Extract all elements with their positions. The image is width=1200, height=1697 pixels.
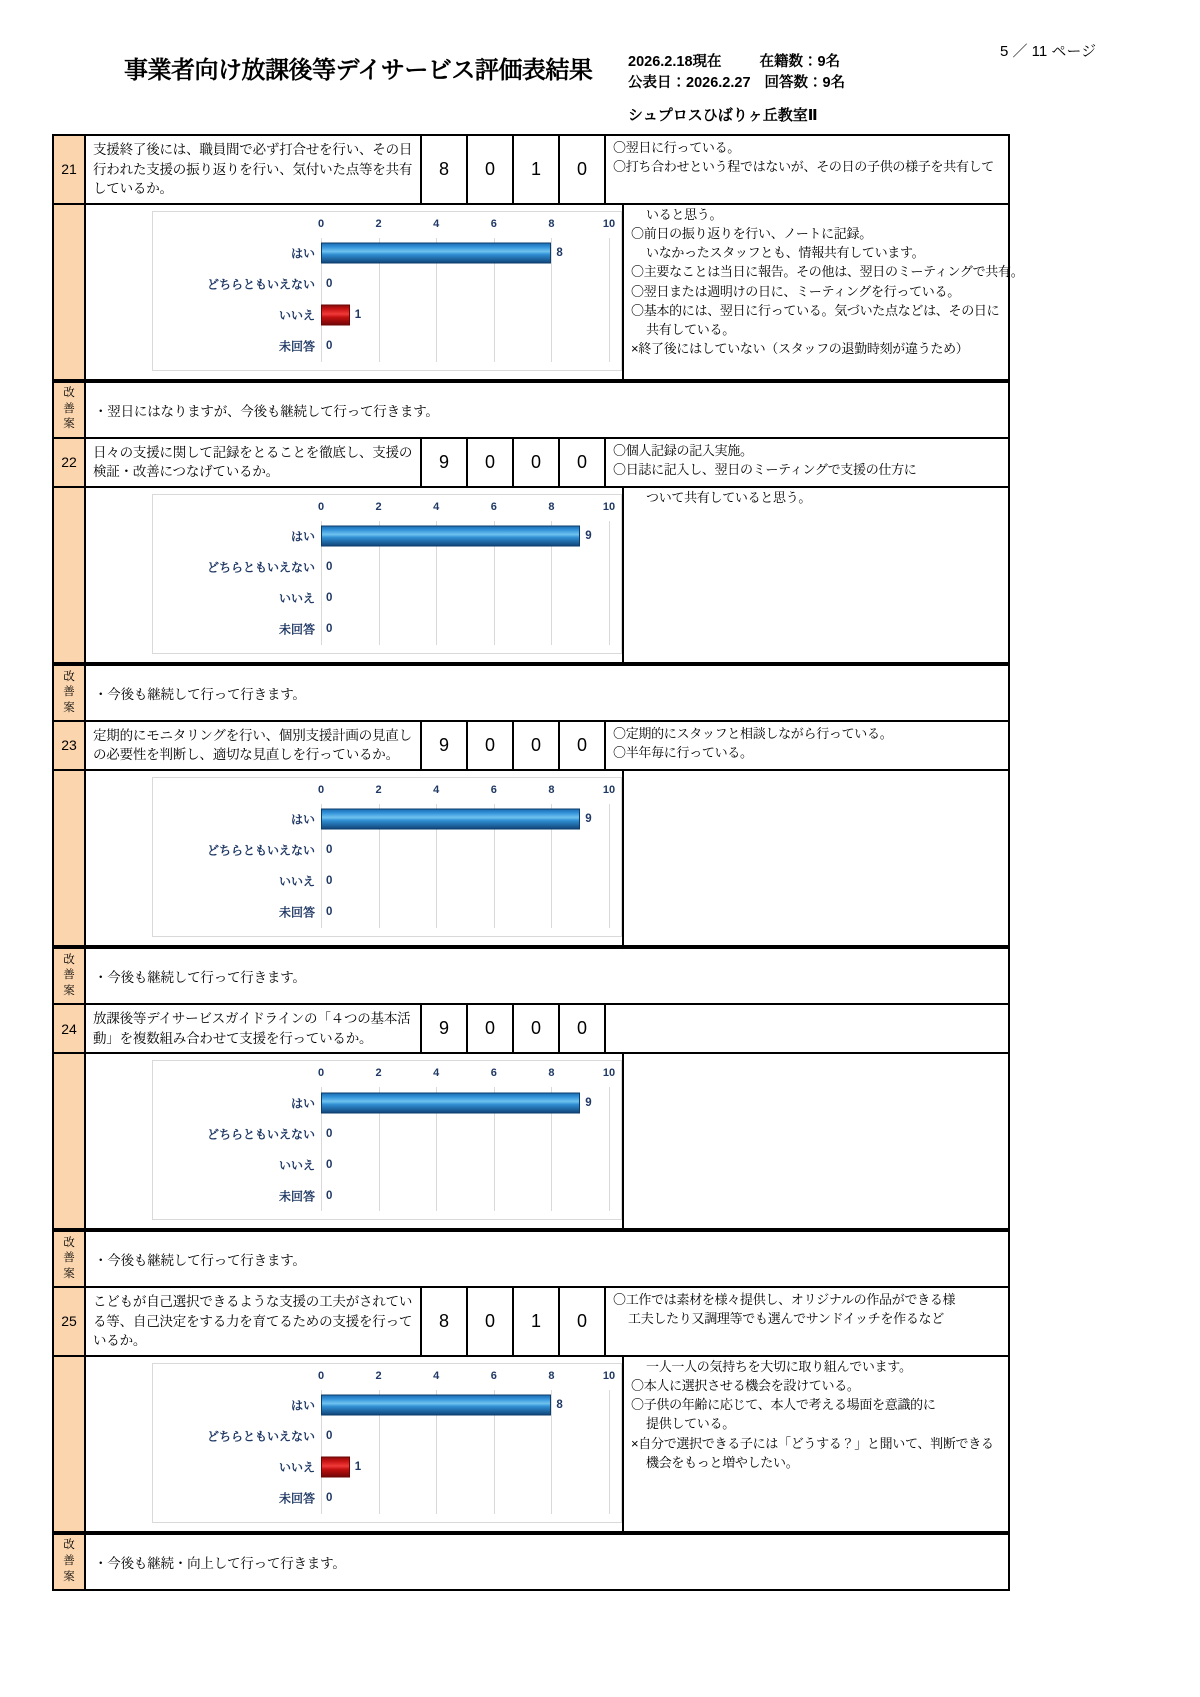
chart-category-row: [206, 269, 609, 300]
improvement-label-char: 善: [63, 969, 75, 982]
improvement-text: ・今後も継続・向上して行って行きます。: [94, 1555, 346, 1571]
chart-bar-value: 0: [326, 906, 333, 919]
improvement-text: ・翌日にはなりますが、今後も継続して行って行きます。: [94, 403, 439, 419]
chart-bar-value: 0: [326, 1430, 333, 1443]
question-number: 25: [54, 1288, 86, 1355]
chart-plot-area: [206, 217, 616, 362]
page-number: 5 ／ 11 ページ: [1000, 43, 1097, 60]
chart-bar: [321, 526, 580, 547]
chart-plot-area: [206, 783, 616, 928]
chart-plot-area: [206, 1067, 616, 1211]
chart-xtick-label: 0: [317, 217, 325, 230]
chart-category-row: [290, 1390, 609, 1421]
question-counts: [422, 439, 606, 486]
count-cell: 0: [468, 1288, 514, 1355]
chart-bar: [321, 305, 350, 326]
chart-bar-value: 0: [326, 623, 333, 636]
chart-category-label: 未回答: [278, 339, 315, 354]
comment-line: 〇翌日または週明けの日に、ミーティングを行っている。: [631, 283, 960, 299]
chart-xtick-label: 2: [375, 1067, 382, 1080]
chart-xtick-label: 2: [375, 1369, 382, 1382]
chart-category-row: [206, 1421, 609, 1452]
chart-category-row: [290, 804, 609, 835]
chart-category-label: 未回答: [278, 1491, 315, 1506]
chart-xtick-label: 10: [602, 783, 616, 796]
comment-cell-top: [606, 1005, 1008, 1052]
chart-category-label: どちらともいえない: [206, 1127, 315, 1142]
comment-line: 工夫したり又調理等でも選んでサンドイッチを作るなど: [628, 1311, 944, 1327]
chart-category-label: いいえ: [278, 308, 315, 323]
chart-xtick-label: 10: [602, 217, 616, 230]
chart-bar-value: 0: [326, 844, 333, 857]
chart-bar-value: 8: [556, 1399, 563, 1412]
chart-xtick-label: 6: [490, 1067, 497, 1080]
chart-xtick-label: 10: [602, 1067, 616, 1080]
chart-xtick-label: 4: [433, 217, 440, 230]
chart-category-label: はい: [290, 1398, 315, 1413]
question-text: 日々の支援に関して記録をとることを徹底し、支援の検証・改善につなげているか。: [86, 439, 422, 486]
question-text: 放課後等デイサービスガイドラインの「４つの基本活動」を複数組み合わせて支援を行っているか。: [86, 1005, 422, 1052]
chart-xtick-label: 8: [548, 783, 555, 796]
question-header-row: [54, 136, 1008, 205]
chart-cell: [86, 488, 624, 662]
comment-line: 〇本人に選択させる機会を設けている。: [631, 1377, 860, 1393]
chart-category-label: 未回答: [278, 905, 315, 920]
improvement-label-char: 改: [63, 387, 75, 400]
comment-line: 一人一人の気持ちを大切に取り組んでいます。: [646, 1358, 912, 1374]
chart-bar: [321, 243, 551, 264]
chart-category-row: [278, 1452, 609, 1483]
improvement-text: ・今後も継続して行って行きます。: [94, 969, 306, 985]
chart-category-row: [278, 1180, 609, 1211]
chart-xtick-label: 8: [548, 1369, 555, 1382]
meta-line-1: [628, 52, 845, 73]
question-header-row: [54, 1005, 1008, 1054]
comment-line: 〇打ち合わせという程ではないが、その日の子供の様子を共有して: [613, 159, 995, 175]
improvement-row: [54, 1533, 1008, 1591]
chart-xtick-label: 10: [602, 500, 616, 513]
improvement-label-char: 善: [63, 1252, 75, 1265]
count-cell: 0: [560, 439, 606, 486]
chart-category-label: どちらともいえない: [206, 277, 315, 292]
chart-bar: [321, 1395, 551, 1416]
count-cell: 0: [560, 136, 606, 203]
chart-cell: [86, 205, 624, 379]
comment-line: 提供している。: [646, 1416, 735, 1432]
count-cell: 8: [422, 1288, 468, 1355]
chart-xtick-label: 6: [490, 1369, 497, 1382]
chart-xtick-label: 4: [433, 1067, 440, 1080]
comment-line: 〇工作では素材を様々提供し、オリジナルの作品ができる様: [613, 1292, 956, 1308]
chart-cell: [86, 1357, 624, 1531]
improvement-label: [54, 666, 86, 720]
question-text: こどもが自己選択できるような支援の工夫がされている等、自己決定をする力を育てるための支援を行っているか。: [86, 1288, 422, 1355]
question-chart-row: [54, 205, 1024, 379]
comment-cell-top: [606, 439, 1008, 486]
chart-bar-value: 1: [354, 309, 362, 322]
chart-bar-value: 0: [326, 561, 333, 574]
question-chart-row: [54, 771, 1008, 945]
chart-category-row: [278, 1149, 609, 1180]
question-block: [54, 1005, 1008, 1230]
chart-xtick-label: 0: [317, 1067, 325, 1080]
comment-cell-top: [606, 722, 1008, 769]
question-chart-row: [54, 488, 1008, 662]
question-block: [54, 136, 1024, 381]
count-cell: 1: [514, 1288, 560, 1355]
chart-bar-value: 9: [585, 530, 592, 543]
chart-cell: [86, 771, 624, 945]
count-cell: 0: [514, 722, 560, 769]
improvement-label-char: 改: [63, 953, 75, 966]
evaluation-table: [52, 134, 1024, 1591]
comment-line: 〇前日の振り返りを行い、ノートに記録。: [631, 225, 872, 241]
chart-gridline: [609, 521, 610, 645]
question-counts: [422, 136, 606, 203]
comment-line: ついて共有していると思う。: [646, 489, 812, 505]
chart-cell: [86, 1054, 624, 1228]
improvement-row: [54, 947, 1008, 1005]
comment-cell-continued: [624, 1054, 1026, 1228]
question-text: 定期的にモニタリングを行い、個別支援計画の見直しの必要性を判断し、適切な見直しを行っているか。: [86, 722, 422, 769]
question-block: [54, 1288, 1008, 1533]
comment-line: 機会をもっと増やしたい。: [646, 1454, 799, 1470]
chart-xtick-label: 10: [602, 1369, 616, 1382]
chart-category-label: どちらともいえない: [206, 560, 315, 575]
chart-category-label: はい: [290, 1096, 315, 1111]
chart-xtick-label: 4: [433, 1369, 440, 1382]
count-cell: 8: [422, 136, 468, 203]
chart-category-row: [290, 1087, 609, 1118]
chart-bar-value: 9: [585, 813, 592, 826]
chart-xtick-label: 2: [375, 500, 382, 513]
count-cell: 0: [560, 722, 606, 769]
response-bar-chart: [152, 211, 622, 371]
published-date: 公表日：2026.2.27: [628, 75, 751, 92]
chart-category-row: [278, 583, 609, 614]
comment-cell-continued: [624, 1357, 1026, 1531]
chart-bar-value: 0: [326, 340, 333, 353]
improvement-label-char: 改: [63, 670, 75, 683]
question-block: [54, 722, 1008, 947]
chart-bar: [321, 1457, 350, 1478]
question-number: 21: [54, 136, 86, 203]
improvement-text: ・今後も継続して行って行きます。: [94, 1253, 306, 1269]
page-title: 事業者向け放課後等デイサービス評価表結果: [124, 57, 593, 84]
chart-category-row: [206, 1118, 609, 1149]
comment-line: ×終了後にはしていない（スタッフの退勤時刻が違うため）: [631, 341, 969, 357]
comment-cell-continued: [624, 771, 1026, 945]
page-header: [0, 0, 1200, 124]
chart-bar-value: 9: [585, 1096, 592, 1109]
chart-xtick-label: 4: [433, 783, 440, 796]
chart-bar-value: 0: [326, 1492, 333, 1505]
comment-line: 〇定期的にスタッフと相談しながら行っている。: [613, 725, 893, 741]
chart-category-row: [278, 866, 609, 897]
question-number: 24: [54, 1005, 86, 1052]
chart-xtick-label: 0: [317, 1369, 325, 1382]
chart-category-label: はい: [290, 529, 315, 544]
comment-cell-top: [606, 136, 1008, 203]
count-cell: 0: [514, 1005, 560, 1052]
chart-category-row: [206, 835, 609, 866]
improvement-label: [54, 1232, 86, 1286]
row-gutter: [54, 488, 86, 662]
improvement-row: [54, 381, 1008, 439]
count-cell: 0: [468, 1005, 514, 1052]
comment-line: 共有している。: [646, 322, 735, 338]
improvement-label-char: 改: [63, 1236, 75, 1249]
facility-name: シュプロスひばりヶ丘教室Ⅱ: [628, 107, 818, 124]
count-cell: 0: [514, 439, 560, 486]
question-chart-row: [54, 1357, 1008, 1531]
chart-category-label: 未回答: [278, 622, 315, 637]
chart-plot-area: [206, 1369, 616, 1514]
improvement-label-char: 案: [63, 701, 75, 714]
improvement-label-char: 善: [63, 402, 75, 415]
comment-line: 〇個人記録の記入実施。: [613, 442, 753, 458]
chart-xtick-label: 4: [433, 500, 440, 513]
chart-category-label: どちらともいえない: [206, 843, 315, 858]
chart-category-label: いいえ: [278, 591, 315, 606]
chart-bar-value: 8: [556, 247, 563, 260]
comment-cell-top: [606, 1288, 1008, 1355]
question-chart-row: [54, 1054, 1008, 1228]
chart-bar: [321, 809, 580, 830]
improvement-label-char: 案: [63, 1570, 75, 1583]
chart-category-row: [278, 897, 609, 928]
question-header-row: [54, 1288, 1008, 1357]
comment-cell-continued: [624, 205, 1026, 379]
count-cell: 0: [468, 136, 514, 203]
comment-line: いなかったスタッフとも、情報共有しています。: [646, 245, 925, 261]
survey-meta: [628, 52, 845, 94]
row-gutter: [54, 1054, 86, 1228]
comment-line: 〇子供の年齢に応じて、本人で考える場面を意識的に: [631, 1397, 936, 1413]
comment-line: 〇基本的には、翌日に行っている。気づいた点などは、その日に: [631, 302, 1000, 318]
chart-xtick-label: 8: [548, 1067, 555, 1080]
chart-xtick-label: 0: [317, 783, 325, 796]
chart-xtick-label: 8: [548, 500, 555, 513]
question-counts: [422, 1005, 606, 1052]
chart-category-row: [278, 614, 609, 645]
row-gutter: [54, 771, 86, 945]
comment-line: 〇日誌に記入し、翌日のミーティングで支援の仕方に: [613, 461, 917, 477]
question-counts: [422, 722, 606, 769]
chart-xtick-label: 2: [375, 783, 382, 796]
response-count: 回答数：9名: [764, 75, 846, 92]
response-bar-chart: [152, 494, 622, 654]
response-bar-chart: [152, 1363, 622, 1523]
chart-category-label: いいえ: [278, 874, 315, 889]
chart-category-label: 未回答: [278, 1189, 315, 1204]
count-cell: 1: [514, 136, 560, 203]
chart-category-row: [278, 300, 609, 331]
row-gutter: [54, 205, 86, 379]
improvement-row: [54, 1230, 1008, 1288]
chart-xtick-label: 8: [548, 217, 555, 230]
chart-category-row: [206, 552, 609, 583]
question-text: 支援終了後には、職員間で必ず打合せを行い、その日行われた支援の振り返りを行い、気付いた点等を共有しているか。: [86, 136, 422, 203]
chart-bar-value: 0: [326, 1158, 333, 1171]
count-cell: 0: [468, 722, 514, 769]
count-cell: 0: [560, 1288, 606, 1355]
chart-bar-value: 1: [354, 1461, 362, 1474]
comment-line: いると思う。: [646, 206, 723, 222]
improvement-label: [54, 949, 86, 1003]
comment-line: 〇主要なことは当日に報告。その他は、翌日のミーティングで共有。: [631, 264, 1024, 280]
chart-category-row: [290, 238, 609, 269]
count-cell: 9: [422, 722, 468, 769]
improvement-text: ・今後も継続して行って行きます。: [94, 686, 306, 702]
chart-bar-value: 0: [326, 1127, 333, 1140]
chart-category-label: どちらともいえない: [206, 1429, 315, 1444]
chart-gridline: [609, 804, 610, 928]
improvement-label-char: 善: [63, 1554, 75, 1567]
response-bar-chart: [152, 777, 622, 937]
chart-xtick-label: 0: [317, 500, 325, 513]
chart-xtick-label: 2: [375, 217, 382, 230]
question-header-row: [54, 439, 1008, 488]
chart-bar-value: 0: [326, 875, 333, 888]
as-of-date: 2026.2.18現在: [628, 54, 722, 70]
chart-category-row: [278, 331, 609, 362]
comment-line: 〇翌日に行っている。: [613, 140, 741, 155]
count-cell: 9: [422, 439, 468, 486]
improvement-label-char: 改: [63, 1539, 75, 1552]
chart-bar-value: 0: [326, 278, 333, 291]
chart-bar: [321, 1092, 580, 1113]
comment-line: ×自分で選択できる子には「どうする？」と聞いて、判断できる: [631, 1435, 994, 1451]
chart-gridline: [609, 1390, 610, 1514]
chart-category-row: [278, 1483, 609, 1514]
chart-bar-value: 0: [326, 1189, 333, 1202]
meta-line-2: [628, 73, 845, 94]
count-cell: 9: [422, 1005, 468, 1052]
improvement-label-char: 案: [63, 984, 75, 997]
chart-plot-area: [206, 500, 616, 645]
improvement-label-char: 案: [63, 418, 75, 431]
improvement-label-char: 案: [63, 1267, 75, 1280]
question-number: 23: [54, 722, 86, 769]
improvement-label: [54, 383, 86, 437]
count-cell: 0: [560, 1005, 606, 1052]
enrolled-count: 在籍数：9名: [759, 54, 841, 70]
chart-category-row: [290, 521, 609, 552]
improvement-row: [54, 664, 1008, 722]
chart-xtick-label: 6: [490, 500, 497, 513]
question-counts: [422, 1288, 606, 1355]
chart-category-label: はい: [290, 812, 315, 827]
question-header-row: [54, 722, 1008, 771]
chart-gridline: [609, 1087, 610, 1211]
chart-bar-value: 0: [326, 592, 333, 605]
count-cell: 0: [468, 439, 514, 486]
chart-xtick-label: 6: [490, 783, 497, 796]
improvement-label: [54, 1535, 86, 1589]
chart-xtick-label: 6: [490, 217, 497, 230]
response-bar-chart: [152, 1060, 622, 1220]
improvement-label-char: 善: [63, 686, 75, 699]
comment-line: 〇半年毎に行っている。: [613, 745, 753, 761]
chart-category-label: いいえ: [278, 1460, 315, 1475]
row-gutter: [54, 1357, 86, 1531]
question-block: [54, 439, 1008, 664]
chart-category-label: はい: [290, 246, 315, 261]
chart-category-label: いいえ: [278, 1158, 315, 1173]
question-number: 22: [54, 439, 86, 486]
comment-cell-continued: [624, 488, 1026, 662]
chart-gridline: [609, 238, 610, 362]
